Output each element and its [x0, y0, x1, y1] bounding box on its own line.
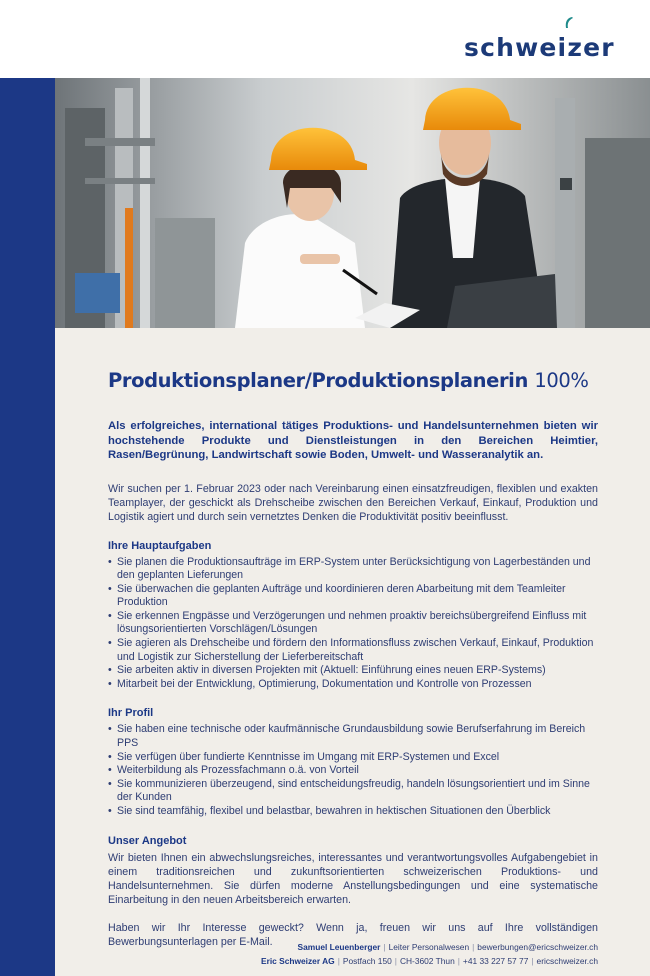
logo-leaf-icon: [563, 16, 575, 34]
logo-wordmark: schweizer: [464, 33, 615, 62]
contact-line-1: Samuel Leuenberger | Leiter Personalwesen | bewerbungen@ericschweizer.ch: [297, 942, 598, 952]
list-item: • Sie überwachen die geplanten Aufträge und koordinieren deren Abarbeitung mit dem Teamleiter Produktion: [108, 583, 598, 610]
company-phone[interactable]: +41 33 227 57 77: [462, 955, 529, 966]
company-name: Eric Schweizer AG: [260, 955, 335, 966]
offer-heading: Unser Angebot: [108, 834, 187, 847]
hero-photo: [55, 78, 650, 328]
job-title-main: Produktionsplaner/Produktionsplanerin: [108, 369, 528, 392]
company-website-link[interactable]: ericschweizer.ch: [536, 955, 598, 966]
list-item: • Sie haben eine technische oder kaufmännische Grundausbildung sowie Berufserfahrung im Bereich PPS: [108, 723, 598, 750]
header: [0, 0, 650, 78]
profile-heading: Ihr Profil: [108, 707, 154, 720]
list-item: • Weiterbildung als Prozessfachmann o.ä. von Vorteil: [108, 764, 598, 778]
contact-name: Samuel Leuenberger: [297, 942, 381, 952]
job-ad-text: [108, 369, 598, 949]
job-description: Wir suchen per 1. Februar 2023 oder nach Vereinbarung einen einsatzfreudigen, flexiblen und exakten Teamplayer, der geschickt als Drehscheibe zwischen den Bereichen Verkauf, Einkauf, Produktion und Logistik agiert und durch sein vernetztes Denken die Produktivität positiv beeinflusst.: [108, 482, 598, 523]
contact-footer: [78, 941, 598, 968]
profile-list: [108, 723, 598, 818]
list-item: • Sie arbeiten aktiv in diversen Projekten mit (Aktuell: Einführung eines neuen ERP-Systems): [108, 664, 598, 678]
list-item: • Sie planen die Produktionsaufträge im ERP-System unter Berücksichtigung von Lagerbeständen und den geplanten Lieferungen: [108, 556, 598, 583]
list-item: • Sie verfügen über fundierte Kenntnisse im Umgang mit ERP-Systemen und Excel: [108, 751, 598, 765]
offer-text: Wir bieten Ihnen ein abwechslungsreiches, interessantes und verantwortungsvolles Aufgabengebiet in einem traditionsreichen und zukunftsorientierten schweizerischen Produktions- und Handelsunternehmen. Sie dürfen moderne Anstellungsbedingungen und eine systematische Einarbeitung in den neuen Arbeitsbereich erwarten.: [108, 851, 598, 906]
company-postbox: Postfach 150: [342, 955, 392, 966]
closing-text: Haben wir Ihr Interesse geweckt? Wenn ja, freuen wir uns auf Ihre vollständigen Bewerbungsunterlagen per E-Mail.: [108, 921, 598, 948]
list-item: • Sie sind teamfähig, flexibel und belastbar, bewahren in hektischen Situationen den Überblick: [108, 805, 598, 819]
side-accent-bar: [0, 78, 55, 976]
list-item: • Sie agieren als Drehscheibe und fördern den Informationsfluss zwischen Verkauf, Einkauf, Produktion und Logistik zur Sicherstellung der Lieferbereitschaft: [108, 637, 598, 664]
contact-email-link[interactable]: bewerbungen@ericschweizer.ch: [477, 942, 598, 952]
job-title: [108, 369, 598, 393]
company-logo[interactable]: [464, 16, 622, 62]
hero-illustration: [55, 78, 650, 328]
list-item: • Sie erkennen Engpässe und Verzögerungen und nehmen proaktiv bereichsübergreifend Einfluss mit lösungsorientierten Vorschlägen/Lösungen: [108, 610, 598, 637]
company-city: CH-3602 Thun: [399, 955, 455, 966]
tasks-heading: Ihre Hauptaufgaben: [108, 539, 212, 552]
tasks-list: [108, 556, 598, 692]
list-item: • Mitarbeit bei der Entwicklung, Optimierung, Dokumentation und Kontrolle von Prozessen: [108, 678, 598, 692]
company-intro: Als erfolgreiches, international tätiges Produktions- und Handelsunternehmen bieten wir hochstehende Produkte und Dienstleistungen in den Bereichen Heimtier, Rasen/Begrünung, Landwirtschaft sowie Boden, Umwelt- und Wasseranalytik an.: [108, 420, 598, 461]
list-item: • Sie kommunizieren überzeugend, sind entscheidungsfreudig, handeln lösungsorientiert und im Sinne der Kunden: [108, 778, 598, 805]
job-ad-content: [55, 328, 650, 976]
job-title-percent: 100%: [534, 369, 589, 392]
contact-line-2: Eric Schweizer AG | Postfach 150 | CH-3602 Thun | +41 33 227 57 77 | ericschweizer.ch: [260, 955, 598, 966]
contact-role: Leiter Personalwesen: [388, 942, 470, 952]
